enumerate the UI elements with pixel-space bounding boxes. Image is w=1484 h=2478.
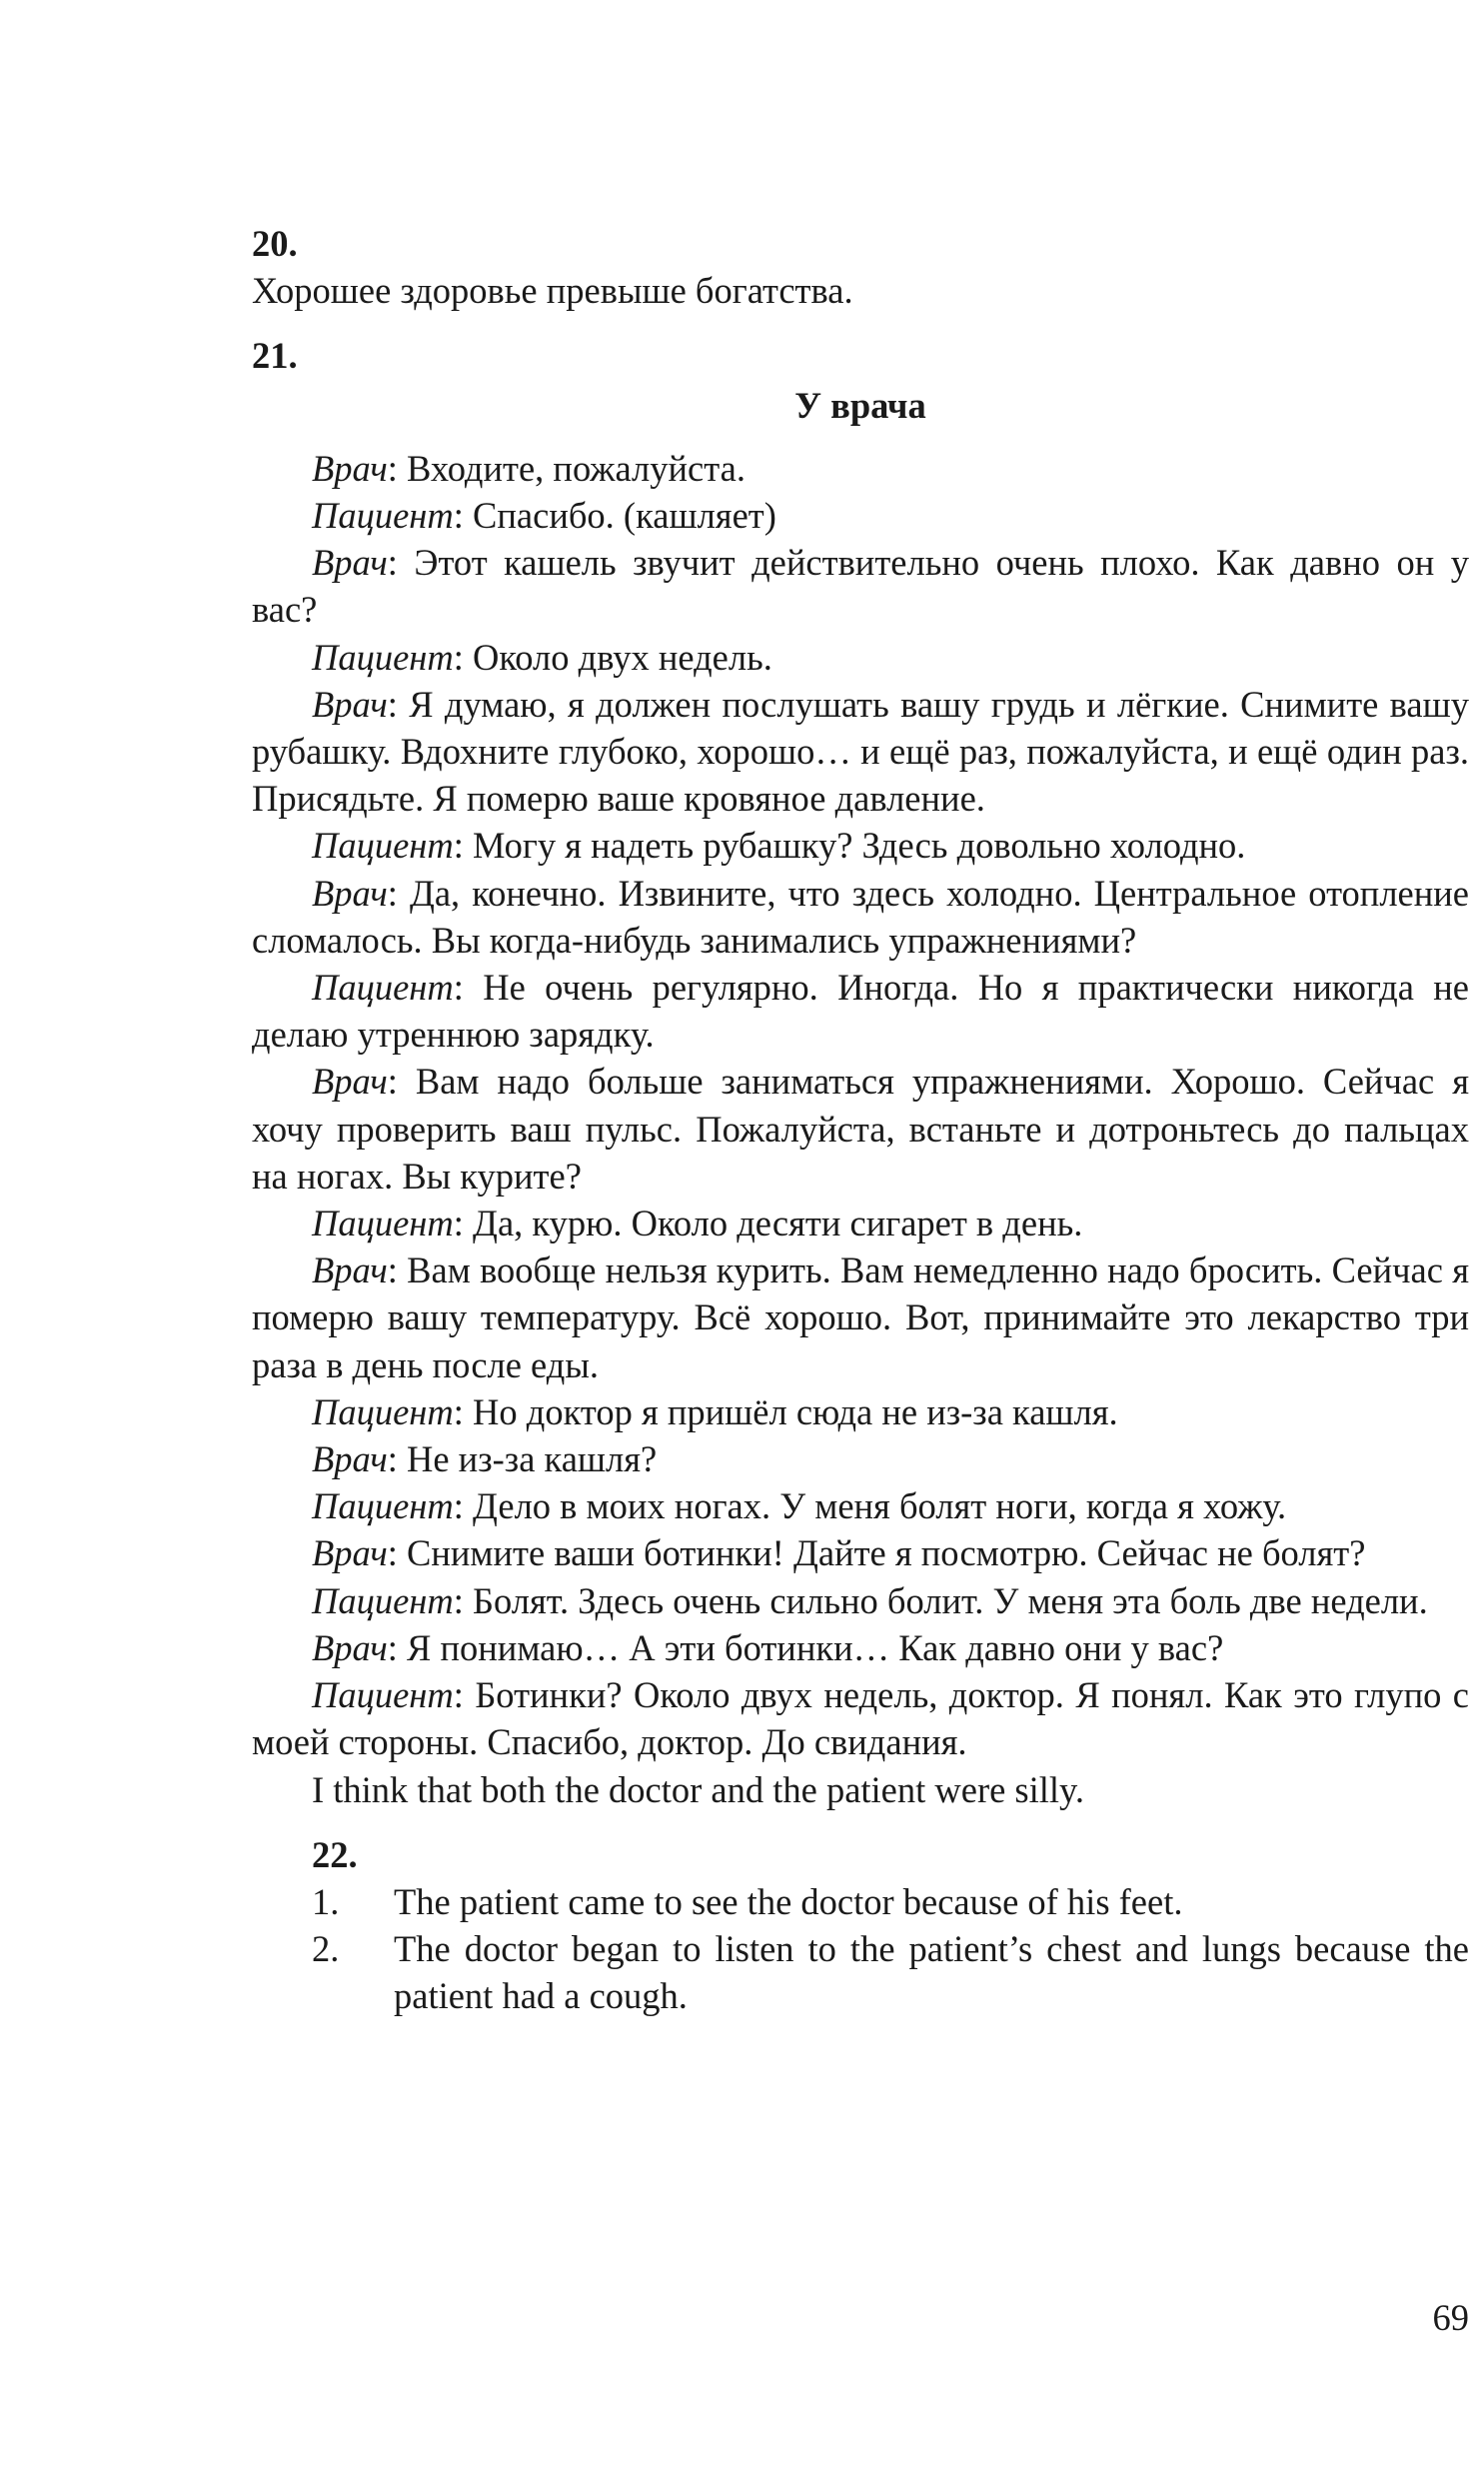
closing-sentence: I think that both the doctor and the patient were silly. <box>312 1768 1085 1810</box>
line-text: : Снимите ваши ботинки! Дайте я посмотрю. Сейчас не болят? <box>387 1532 1366 1574</box>
dialogue-line <box>252 445 1469 492</box>
speaker-name: Пациент <box>312 636 454 678</box>
line-text: : Я понимаю… А эти ботинки… Как давно они у вас? <box>387 1626 1224 1668</box>
line-text: : Могу я надеть рубашку? Здесь довольно холодно. <box>453 825 1246 867</box>
dialogue-line <box>252 539 1469 633</box>
speaker-name: Пациент <box>312 495 454 537</box>
dialogue-line <box>252 1671 1469 1765</box>
speaker-name: Врач <box>312 1061 388 1103</box>
line-text: : Не очень регулярно. Иногда. Но я практически никогда не делаю утреннюю зарядку. <box>252 967 1469 1056</box>
line-text: : Спасибо. (кашляет) <box>453 495 776 537</box>
dialogue-line <box>252 1388 1469 1435</box>
dialogue <box>252 445 1469 1813</box>
speaker-name: Врач <box>312 683 388 725</box>
speaker-name: Пациент <box>312 1390 454 1432</box>
section-20-text: Хорошее здоровье превыше богатства. <box>252 270 853 312</box>
line-text: : Не из-за кашля? <box>387 1438 658 1480</box>
answer-list <box>252 1878 1469 2020</box>
dialogue-title: У врача <box>794 384 926 426</box>
line-text: : Вам вообще нельзя курить. Вам немедленно надо бросить. Сейчас я померю вашу температуру. Всё хорошо. Вот, принимайте это лекарство три раза в день после еды. <box>252 1249 1469 1385</box>
speaker-name: Пациент <box>312 1203 454 1244</box>
line-text: : Ботинки? Около двух недель, доктор. Я понял. Как это глупо с моей стороны. Спасибо, доктор. До свидания. <box>252 1674 1469 1763</box>
speaker-name: Врач <box>312 1249 388 1291</box>
line-text: : Но доктор я пришёл сюда не из-за кашля. <box>453 1390 1118 1432</box>
section-22-number: 22. <box>312 1833 358 1875</box>
dialogue-line <box>252 492 1469 539</box>
dialogue-line <box>252 1058 1469 1200</box>
dialogue-line <box>252 1577 1469 1624</box>
line-text: : Я думаю, я должен послушать вашу грудь и лёгкие. Снимите вашу рубашку. Вдохните глубоко, хорошо… и ещё раз, пожалуйста, и ещё один раз. Присядьте. Я померю ваше кровяное давление. <box>252 683 1469 820</box>
line-text: : Около двух недель. <box>453 636 772 678</box>
speaker-name: Врач <box>312 872 388 914</box>
dialogue-line <box>252 634 1469 681</box>
dialogue-line <box>252 1482 1469 1529</box>
line-text: : Входите, пожалуйста. <box>387 447 745 489</box>
speaker-name: Врач <box>312 1626 388 1668</box>
list-item-number: 2. <box>312 1928 340 1970</box>
speaker-name: Пациент <box>312 825 454 867</box>
speaker-name: Пациент <box>312 967 454 1009</box>
page-number: 69 <box>1432 2297 1469 2338</box>
dialogue-line <box>252 964 1469 1058</box>
list-item-text: The patient came to see the doctor because of his feet. <box>394 1880 1183 1922</box>
line-text: : Да, конечно. Извините, что здесь холодно. Центральное отопление сломалось. Вы когда-нибудь занимались упражнениями? <box>252 872 1469 961</box>
dialogue-line <box>252 1200 1469 1246</box>
section-20-number: 20. <box>252 223 298 264</box>
dialogue-line <box>252 681 1469 823</box>
dialogue-line <box>252 870 1469 964</box>
list-item-text: The doctor began to listen to the patient’s chest and lungs because the patient had a cough. <box>394 1928 1469 2017</box>
speaker-name: Пациент <box>312 1485 454 1527</box>
dialogue-line <box>252 1624 1469 1671</box>
speaker-name: Врач <box>312 542 388 584</box>
page-content <box>252 220 1469 2020</box>
speaker-name: Врач <box>312 447 388 489</box>
dialogue-line <box>252 822 1469 869</box>
section-21-number: 21. <box>252 335 298 377</box>
dialogue-line <box>252 1246 1469 1388</box>
list-item-number: 1. <box>312 1880 340 1922</box>
list-item <box>252 1878 1469 1925</box>
speaker-name: Пациент <box>312 1674 454 1716</box>
line-text: : Дело в моих ногах. У меня болят ноги, когда я хожу. <box>453 1485 1287 1527</box>
list-item <box>252 1925 1469 2019</box>
speaker-name: Пациент <box>312 1579 454 1621</box>
line-text: : Вам надо больше заниматься упражнениями. Хорошо. Сейчас я хочу проверить ваш пульс. Пожалуйста, встаньте и дотроньтесь до пальцах на ногах. Вы курите? <box>252 1061 1469 1197</box>
line-text: : Этот кашель звучит действительно очень плохо. Как давно он у вас? <box>252 542 1469 631</box>
speaker-name: Врач <box>312 1438 388 1480</box>
dialogue-line <box>252 1435 1469 1482</box>
speaker-name: Врач <box>312 1532 388 1574</box>
line-text: : Да, курю. Около десяти сигарет в день. <box>453 1203 1083 1244</box>
line-text: : Болят. Здесь очень сильно болит. У меня эта боль две недели. <box>453 1579 1428 1621</box>
dialogue-line <box>252 1529 1469 1576</box>
